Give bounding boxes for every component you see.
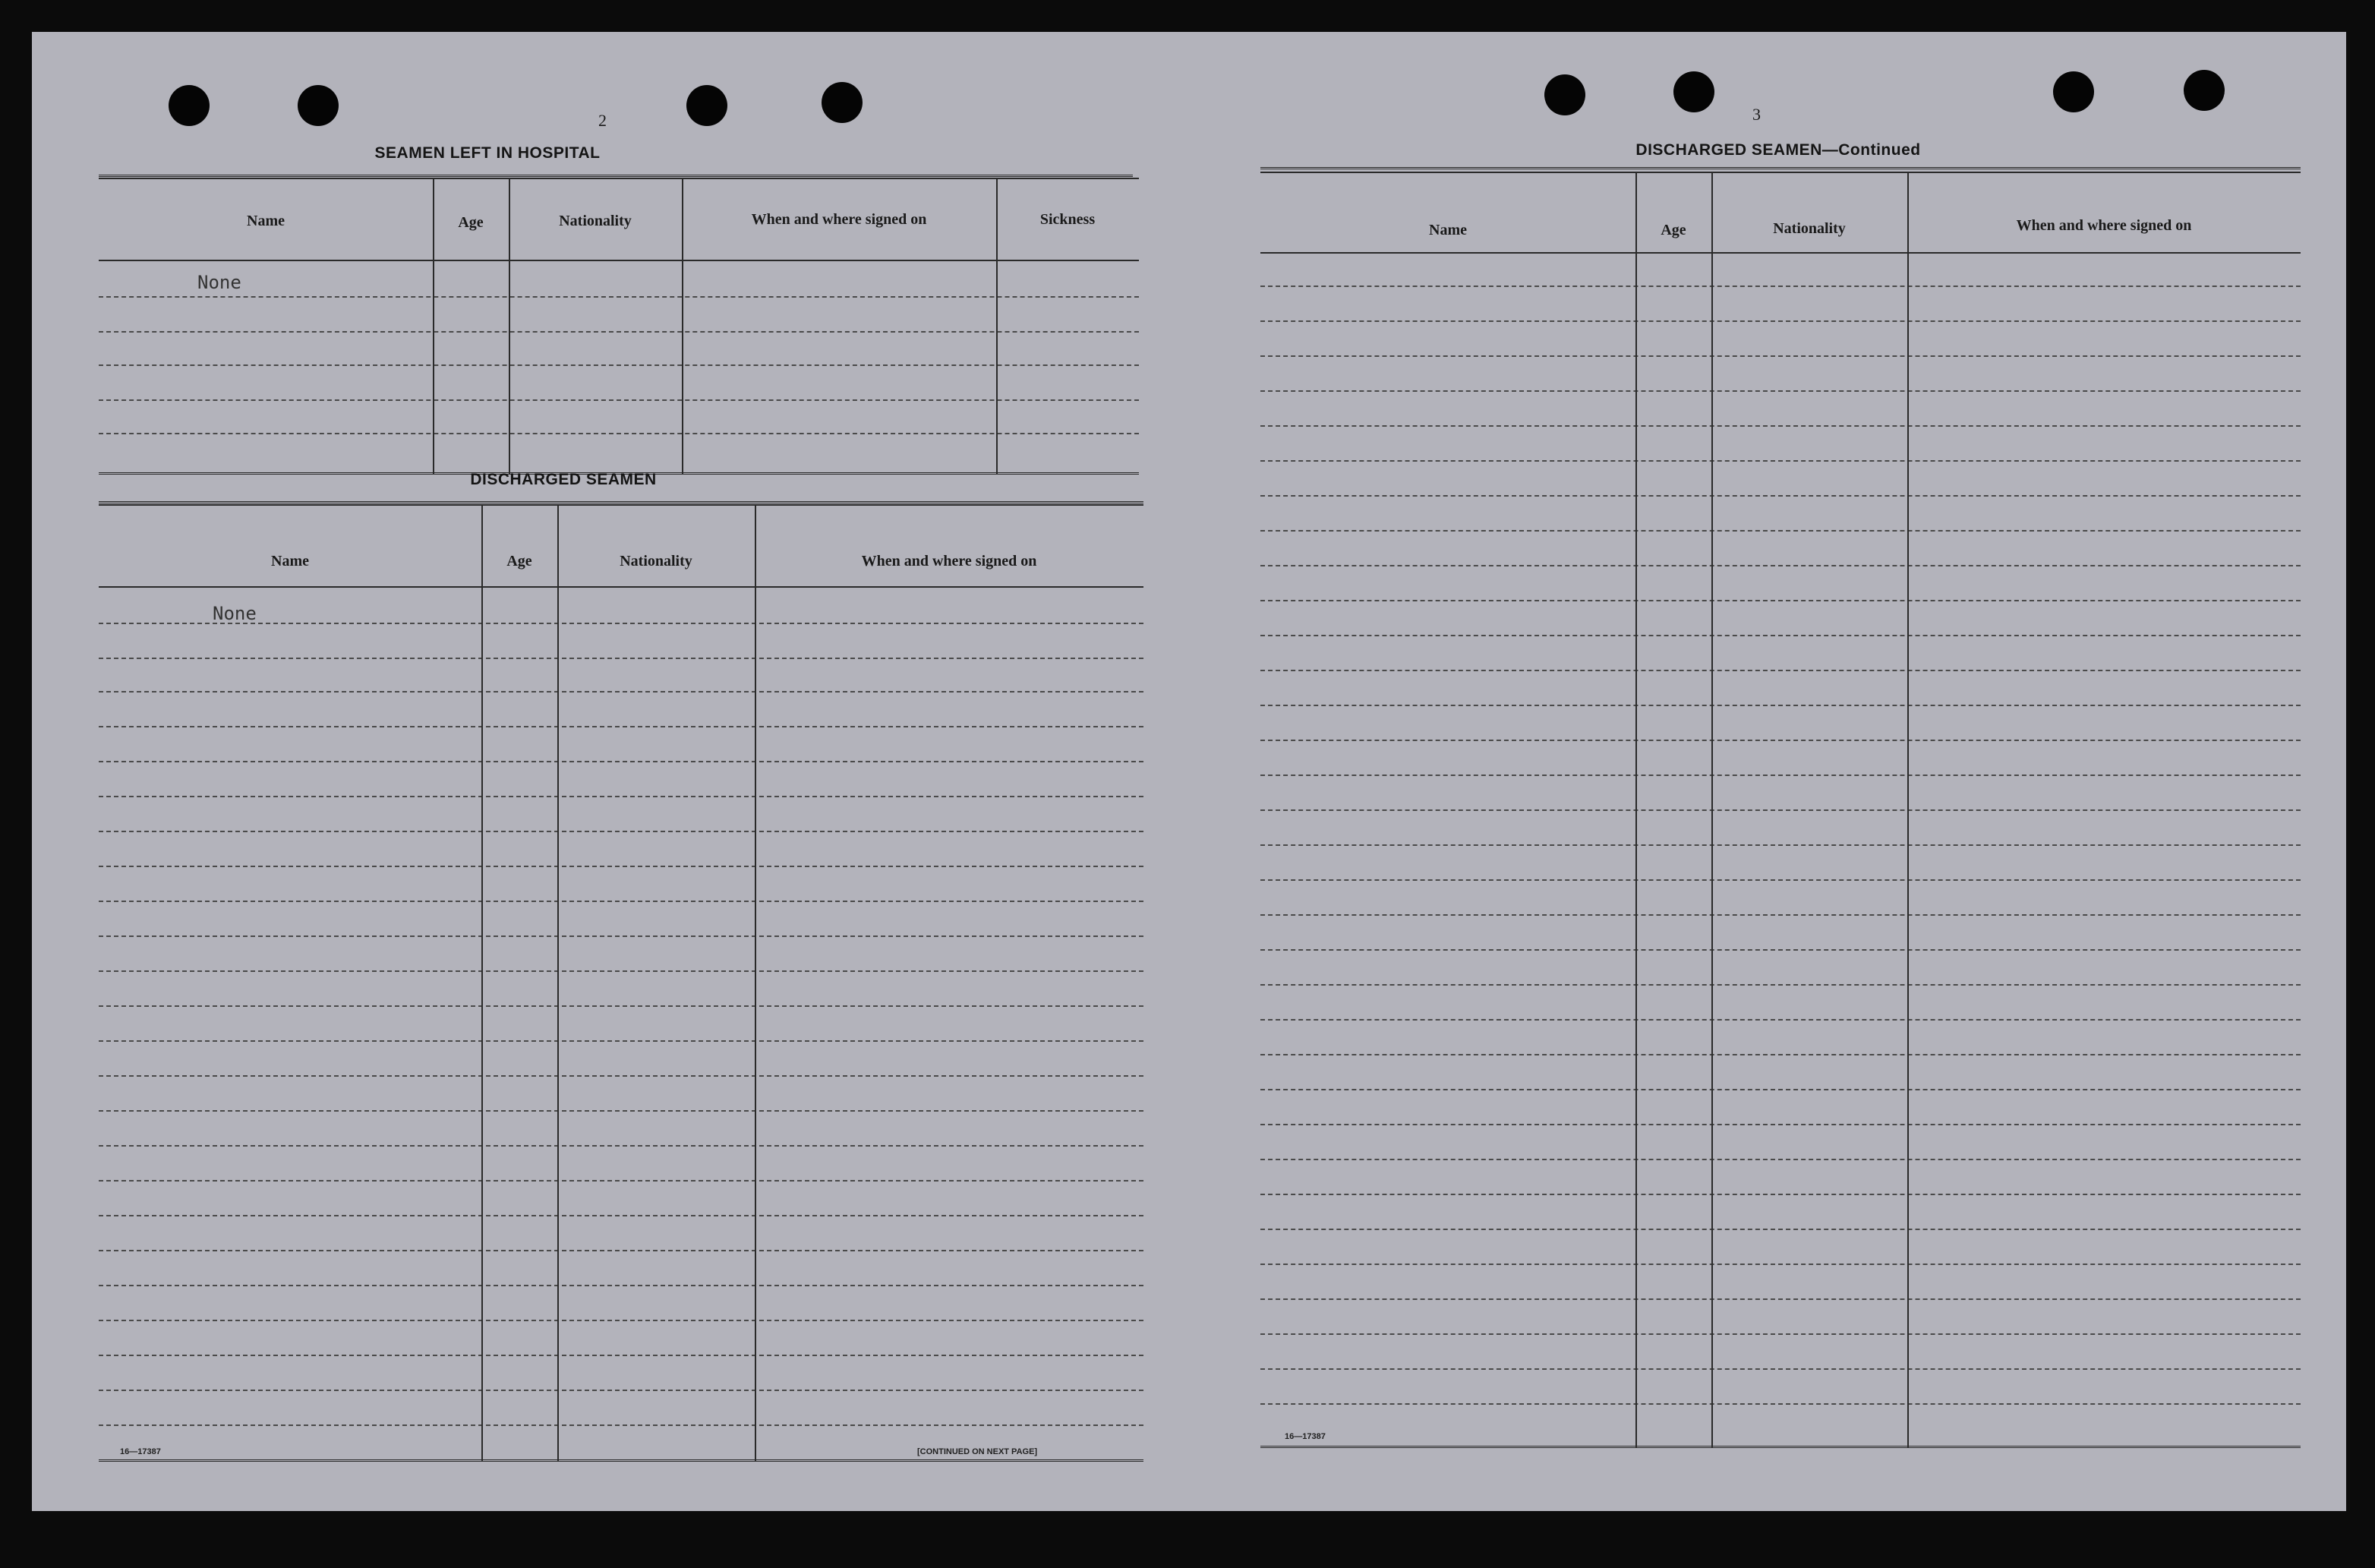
header-age: Age xyxy=(458,214,484,231)
header-name: Name xyxy=(1429,222,1467,238)
title-suffix: —Continued xyxy=(1821,141,1921,159)
punch-hole xyxy=(2053,71,2094,112)
header-age: Age xyxy=(506,553,532,569)
page-number-left: 2 xyxy=(598,111,607,130)
punch-hole xyxy=(169,85,210,126)
punch-hole xyxy=(1544,74,1585,115)
hospital-table xyxy=(99,175,1139,486)
discharged-table-right xyxy=(1260,167,2301,1458)
page-number-right: 3 xyxy=(1752,105,1761,124)
hospital-entry: None xyxy=(197,272,241,293)
title-main: DISCHARGED SEAMEN xyxy=(1635,141,1822,159)
punch-hole xyxy=(686,85,727,126)
hospital-title: SEAMEN LEFT IN HOSPITAL xyxy=(374,144,601,162)
header-nationality: Nationality xyxy=(620,553,692,569)
punch-hole xyxy=(1673,71,1714,112)
form-number-right: 16—17387 xyxy=(1285,1432,1326,1441)
header-when-where: When and where signed on xyxy=(2016,217,2192,234)
header-nationality: Nationality xyxy=(1773,220,1846,237)
header-name: Name xyxy=(271,553,309,569)
header-age: Age xyxy=(1661,222,1686,238)
punch-hole xyxy=(2184,70,2225,111)
punch-hole xyxy=(822,82,863,123)
discharged-table-left xyxy=(99,501,1143,1481)
form-number-left: 16—17387 xyxy=(120,1447,161,1456)
header-sickness: Sickness xyxy=(1039,211,1096,228)
discharged-continued-title xyxy=(1550,141,2006,159)
discharged-entry: None xyxy=(213,603,257,624)
discharged-title: DISCHARGED SEAMEN xyxy=(470,471,657,488)
punch-hole xyxy=(298,85,339,126)
header-when-where: When and where signed on xyxy=(751,211,927,228)
header-name: Name xyxy=(247,213,285,229)
continued-note: [CONTINUED ON NEXT PAGE] xyxy=(917,1447,1038,1456)
header-when-where: When and where signed on xyxy=(861,553,1037,569)
document-paper xyxy=(32,32,2346,1511)
header-nationality: Nationality xyxy=(559,213,632,229)
